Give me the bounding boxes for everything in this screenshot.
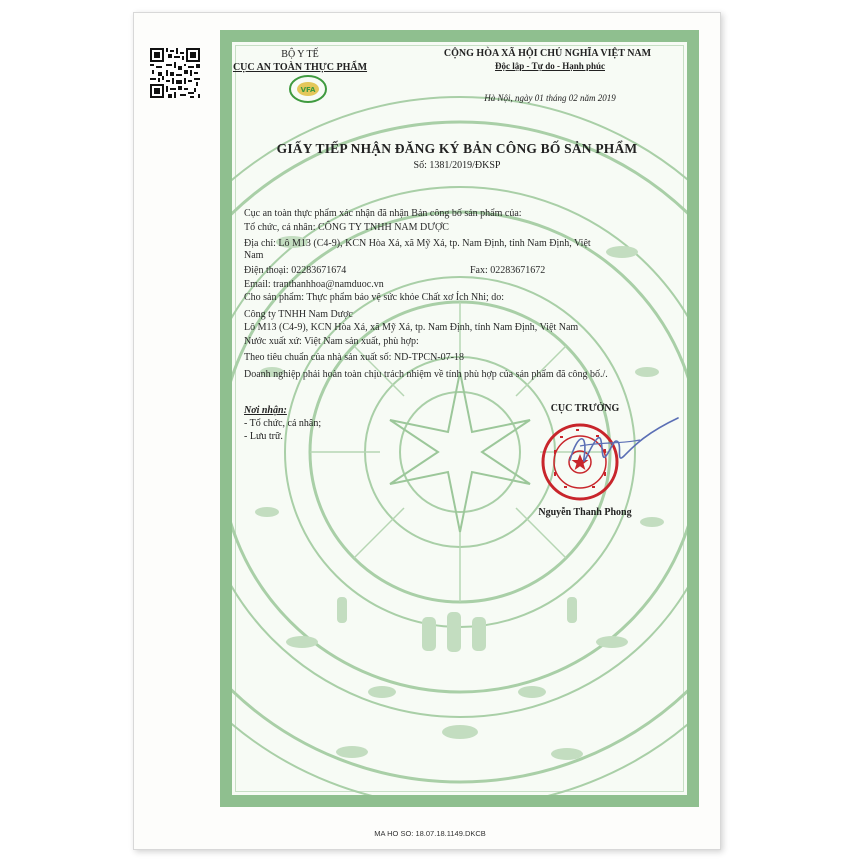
manufacturer-address: Lô M13 (C4-9), KCN Hòa Xá, xã Mỹ Xá, tp. Nam Định, tỉnh Nam Định, Việt Nam	[244, 322, 579, 333]
handwritten-signature-icon	[560, 412, 685, 482]
standard-line: Theo tiêu chuẩn của nhà sản xuất số: ND-TPCN-07-18	[244, 352, 464, 363]
ministry-name: BỘ Y TẾ	[281, 49, 319, 60]
registration-number: Số: 1381/2019/ĐKSP	[413, 160, 501, 171]
responsibility-line: Doanh nghiệp phải hoàn toàn chịu trách nhiệm về tính phù hợp của sản phẩm đã công bố./.	[244, 369, 608, 380]
organization-line: Tổ chức, cá nhân: CÔNG TY TNHH NAM DƯỢC	[244, 222, 449, 233]
address-line: Địa chỉ: Lô M13 (C4-9), KCN Hòa Xá, xã Mỹ Xá, tp. Nam Định, tỉnh Nam Định, Việt	[244, 238, 591, 249]
product-line: Cho sản phẩm: Thực phẩm bảo vệ sức khỏe Chất xơ Ích Nhi; do:	[244, 292, 505, 303]
origin-line: Nước xuất xứ: Việt Nam sản xuất, phù hợp:	[244, 336, 419, 347]
signer-role: CỤC TRƯỞNG	[550, 403, 620, 414]
document-date: Hà Nội, ngày 01 tháng 02 năm 2019	[484, 93, 616, 103]
dossier-code: MA HO SO: 18.07.18.1149.DKCB	[374, 829, 486, 838]
email-line: Email: tranthanhhoa@namduoc.vn	[244, 279, 384, 290]
country-name: CỘNG HÒA XÃ HỘI CHỦ NGHĨA VIỆT NAM	[443, 48, 652, 59]
signer-name: Nguyễn Thanh Phong	[538, 507, 632, 518]
document-title: GIẤY TIẾP NHẬN ĐĂNG KÝ BẢN CÔNG BỐ SẢN PHẨM	[276, 141, 638, 156]
address-line-continued: Nam	[244, 250, 264, 261]
manufacturer-name: Công ty TNHH Nam Dược	[244, 309, 353, 320]
department-name: CỤC AN TOÀN THỰC PHẨM	[232, 62, 368, 73]
phone-line: Điện thoại: 02283671674	[244, 265, 347, 276]
qr-code-icon	[150, 48, 200, 98]
fax-line: Fax: 02283671672	[470, 265, 546, 276]
recipient-item: - Lưu trữ.	[244, 431, 283, 442]
svg-text:VFA: VFA	[300, 86, 316, 94]
recipients-label: Nơi nhận:	[244, 405, 287, 416]
recipient-item: - Tổ chức, cá nhân;	[244, 418, 322, 429]
intro-text: Cục an toàn thực phẩm xác nhận đã nhận Bản công bố sản phẩm của:	[244, 208, 522, 219]
vfa-logo-icon	[288, 74, 328, 104]
national-motto: Độc lập - Tự do - Hạnh phúc	[494, 61, 605, 71]
